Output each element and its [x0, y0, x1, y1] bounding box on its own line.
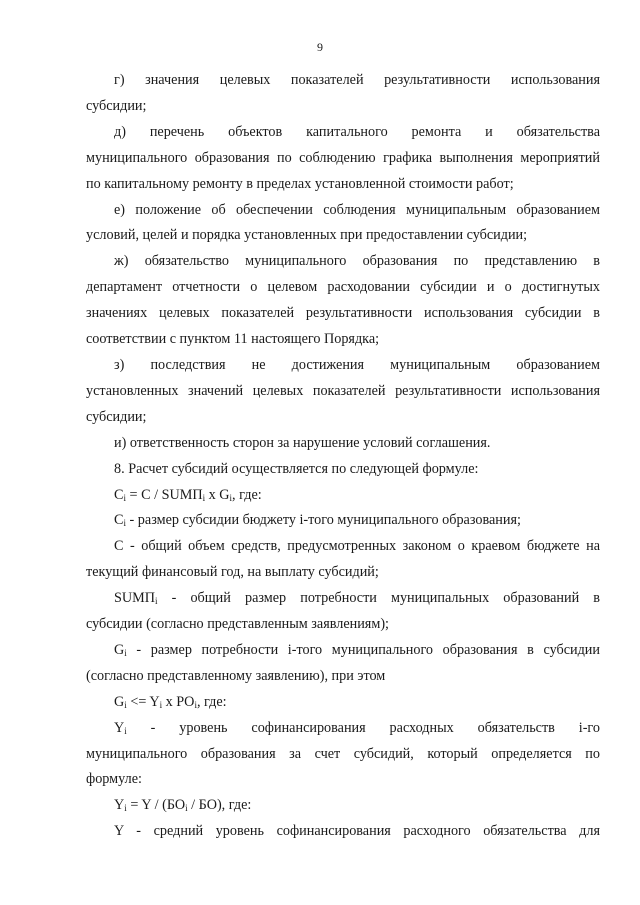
formula-subscript: i — [159, 699, 163, 710]
formula-symbol: G — [114, 693, 125, 710]
formula-yi — [86, 793, 600, 819]
paragraph-i — [86, 431, 600, 457]
formula-subscript: i — [194, 699, 197, 710]
paragraph-zh — [86, 249, 600, 353]
formula-subscript: i — [123, 492, 126, 503]
text-line — [86, 716, 600, 742]
text-line: значениях целевых показателей результативности использования субсидии в — [86, 305, 600, 322]
text-line — [86, 586, 600, 612]
definition-sum — [86, 586, 600, 638]
definition-yi — [86, 716, 600, 794]
text-line: Y - средний уровень софинансирования расходного обязательства для — [114, 823, 600, 840]
text-line: и) ответственность сторон за нарушение условий соглашения. — [114, 434, 491, 451]
formula-text: = C / SUMП — [125, 486, 203, 503]
text-line: установленных значений целевых показателей результативности использования — [86, 382, 600, 399]
paragraph-e — [86, 198, 600, 250]
text-line — [86, 508, 600, 534]
definition-ci — [86, 508, 600, 534]
formula-text: x PO — [162, 693, 195, 710]
definition-y — [86, 819, 600, 845]
definition-gi — [86, 638, 600, 690]
formula-subscript: i — [202, 492, 206, 503]
formula-subscript: i — [185, 803, 188, 814]
formula-subscript: i — [124, 725, 127, 736]
formula-symbol: Y — [114, 797, 125, 814]
formula-subscript: i — [155, 596, 158, 607]
formula-subscript: i — [124, 803, 127, 814]
text-line: департамент отчетности о целевом расходовании субсидии и о достигнутых — [86, 279, 600, 296]
text-line: формуле: — [86, 771, 142, 788]
definition-text: - размер субсидии бюджету i-того муниципального образования; — [125, 512, 521, 529]
text-line: г) значения целевых показателей результативности использования — [114, 72, 600, 88]
formula-text: , где: — [196, 693, 227, 710]
text-line: 8. Расчет субсидий осуществляется по следующей формуле: — [114, 460, 479, 477]
text-line — [86, 638, 600, 664]
text-line: условий, целей и порядка установленных при предоставлении субсидии; — [86, 227, 528, 244]
text-line: субсидии (согласно представленным заявлениям); — [86, 616, 389, 633]
text-line: ж) обязательство муниципального образования по представлению в — [114, 253, 600, 270]
formula-symbol: Y — [114, 719, 125, 736]
definition-text: - уровень софинансирования расходных обязательств i-го — [126, 719, 600, 736]
text-line: муниципального образования по соблюдению графика выполнения мероприятий — [86, 149, 600, 166]
formula-line — [86, 793, 600, 819]
formula-text: <= Y — [126, 693, 160, 710]
text-line: з) последствия не достижения муниципальным образованием — [114, 356, 600, 373]
paragraph-8 — [86, 457, 600, 483]
formula-text: = Y / (БО — [126, 797, 186, 814]
formula-subsidy — [86, 483, 600, 509]
paragraph-g — [86, 68, 600, 120]
formula-symbol: G — [114, 641, 125, 658]
formula-symbol: C — [114, 486, 124, 503]
document-body — [86, 68, 600, 845]
definition-text: - размер потребности i-того муниципального образования в субсидии — [126, 641, 600, 658]
formula-symbol: SUMП — [114, 590, 155, 607]
formula-subscript: i — [124, 699, 127, 710]
paragraph-d — [86, 120, 600, 198]
text-line: муниципального образования за счет субсидий, который определяется по — [86, 745, 600, 762]
text-line: соответствии с пунктом 11 настоящего Порядка; — [86, 331, 380, 348]
formula-text: / БО), где: — [187, 797, 252, 814]
text-line: (согласно представленному заявлению), при этом — [86, 667, 386, 684]
formula-line — [86, 483, 600, 509]
page-number: 9 — [317, 40, 323, 54]
formula-subscript: i — [229, 492, 233, 503]
text-line: С - общий объем средств, предусмотренных законом о краевом бюджете на — [114, 538, 600, 555]
formula-subscript: i — [124, 647, 127, 658]
text-line: д) перечень объектов капитального ремонта и обязательства — [114, 123, 600, 140]
paragraph-z — [86, 353, 600, 431]
formula-subscript: i — [123, 518, 126, 529]
formula-text: , где: — [232, 486, 262, 503]
text-line: е) положение об обеспечении соблюдения муниципальным образованием — [114, 201, 600, 218]
definition-c — [86, 534, 600, 586]
definition-text: - общий размер потребности муниципальных образований в — [157, 590, 600, 607]
text-line: субсидии; — [86, 408, 147, 425]
text-line: текущий финансовый год, на выплату субсидий; — [86, 564, 379, 581]
text-line: субсидии; — [86, 97, 147, 114]
text-line: по капитальному ремонту в пределах установленной стоимости работ; — [86, 175, 514, 192]
formula-symbol: C — [114, 512, 124, 529]
formula-gi — [86, 690, 600, 716]
formula-line — [86, 690, 600, 716]
formula-text: x G — [205, 486, 230, 503]
